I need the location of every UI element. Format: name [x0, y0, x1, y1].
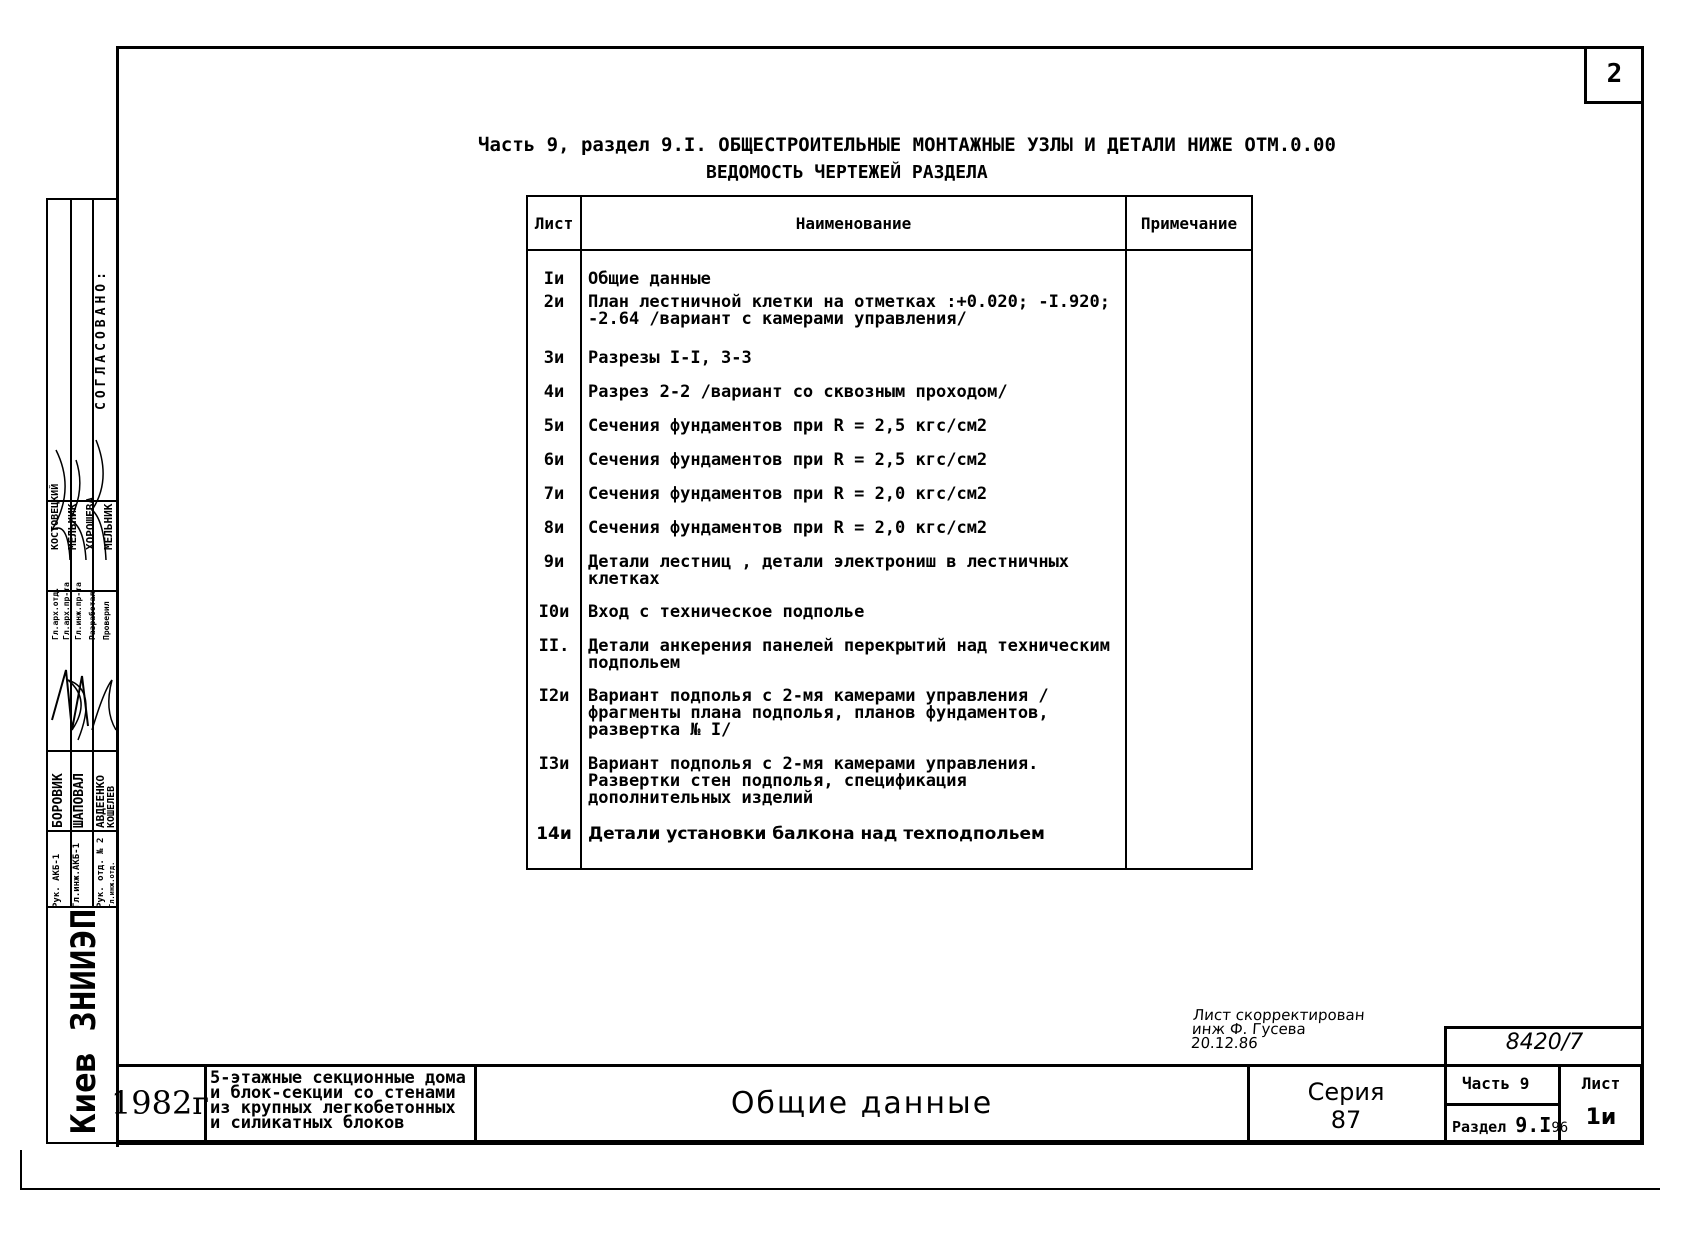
row-sheet: Iи	[527, 250, 581, 292]
table-row	[527, 250, 1252, 292]
table-row	[527, 686, 1252, 754]
stamp-name: МЕЛЬНИК	[102, 503, 115, 550]
row-sheet: 14и	[527, 824, 581, 869]
stamp-name: КОШЕЛЕВ	[106, 785, 117, 828]
row-name: Детали лестниц , детали электрониш в лестничных клетках	[581, 552, 1126, 602]
table-row	[527, 552, 1252, 602]
stamp-name: ШАПОВАЛ	[72, 773, 87, 828]
title-divider	[1444, 1103, 1560, 1106]
row-note	[1126, 382, 1252, 416]
correction-line-1: Лист скорректирован	[1192, 1006, 1366, 1024]
table-row	[527, 382, 1252, 416]
row-sheet: I2и	[527, 686, 581, 754]
stamp-name: КОСТОВЕЦКИЙ	[50, 483, 61, 550]
frame-right-line	[1641, 46, 1644, 1144]
row-name: Вариант подполья с 2-мя камерами управления /фрагменты плана подполья, планов фундаментов, развертка № I/	[581, 686, 1126, 754]
stamp-role: Гл.инж.пр-та	[74, 582, 83, 640]
approval-strip	[46, 198, 116, 908]
signatures-lower	[48, 660, 118, 750]
stamp-role: Рук. отд. № 2	[96, 837, 106, 908]
sheet-value: 1и	[1585, 1105, 1617, 1130]
row-name: Разрезы I-I, 3-3	[581, 348, 1126, 382]
correction-date: 20.12.86	[1190, 1034, 1259, 1052]
page-title: Часть 9, раздел 9.I. ОБЩЕСТРОИТЕЛЬНЫЕ МОНТАЖНЫЕ УЗЛЫ И ДЕТАЛИ НИЖЕ ОТМ.0.00	[478, 134, 1336, 156]
stamp-role: Гл.инж.АКБ-1	[72, 842, 82, 908]
doc-number-cell	[1447, 1030, 1642, 1055]
doc-number: 8420/7	[1505, 1030, 1584, 1055]
row-sheet: 3и	[527, 348, 581, 382]
row-note	[1126, 416, 1252, 450]
outer-left-line	[20, 1150, 22, 1190]
series-cell	[1250, 1078, 1442, 1134]
agreed-label: СОГЛАСОВАНО:	[94, 268, 109, 410]
row-sheet: 8и	[527, 518, 581, 552]
table-row	[527, 602, 1252, 636]
sheet-title: Общие данные	[730, 1085, 994, 1121]
row-sheet: 9и	[527, 552, 581, 602]
stray-number: 96	[1551, 1120, 1569, 1136]
row-sheet: II.	[527, 636, 581, 686]
corner-sheet-box	[1584, 46, 1642, 104]
table-row	[527, 824, 1252, 869]
row-name: Общие данные	[581, 250, 1126, 292]
description-line: и силикатных блоков	[210, 1113, 405, 1133]
stamp-role: Проверил	[102, 601, 111, 640]
correction-line-2: инж Ф. Гусева	[1191, 1020, 1307, 1038]
corner-sheet-number: 2	[1606, 58, 1623, 89]
row-note	[1126, 518, 1252, 552]
table-row	[527, 636, 1252, 686]
row-sheet: I3и	[527, 754, 581, 824]
row-note	[1126, 292, 1252, 348]
year: 1982г	[110, 1084, 210, 1122]
row-sheet: 7и	[527, 484, 581, 518]
row-name: Сечения фундаментов при R = 2,5 кгс/см2	[581, 450, 1126, 484]
title-block-right-line	[1640, 1064, 1643, 1144]
stamp-role: Разработал	[88, 591, 97, 640]
project-description	[210, 1068, 474, 1141]
row-note	[1126, 754, 1252, 824]
table-row	[527, 292, 1252, 348]
section-cell	[1452, 1113, 1568, 1137]
stamp-role: Гл.арх.пр-та	[62, 582, 71, 640]
row-note	[1126, 602, 1252, 636]
row-name: Сечения фундаментов при R = 2,5 кгс/см2	[581, 416, 1126, 450]
correction-note	[1191, 1008, 1366, 1050]
row-sheet: I0и	[527, 602, 581, 636]
page-subtitle: ВЕДОМОСТЬ ЧЕРТЕЖЕЙ РАЗДЕЛА	[706, 162, 988, 183]
part-label: Часть 9	[1462, 1074, 1530, 1093]
stamp-name: ХОРОШЕВА	[84, 497, 97, 550]
row-name: Вход с техническое подполье	[581, 602, 1126, 636]
part-cell	[1462, 1074, 1529, 1093]
row-sheet: 2и	[527, 292, 581, 348]
stamp-role: Рук. АКБ-1	[52, 853, 62, 908]
section-value: 9.I	[1515, 1113, 1552, 1137]
row-note	[1126, 348, 1252, 382]
stamp-name: БОРОВИК	[51, 773, 66, 828]
row-sheet: 5и	[527, 416, 581, 450]
table-row	[527, 484, 1252, 518]
row-sheet: 4и	[527, 382, 581, 416]
stamp-role: Гл.арх.отд.	[51, 587, 60, 640]
row-note	[1126, 824, 1252, 869]
col-header-note: Примечание	[1126, 196, 1252, 250]
sheet-title-cell	[477, 1066, 1247, 1140]
row-name: Вариант подполья с 2-мя камерами управления. Развертки стен подполья, спецификация дополнительных изделий	[581, 754, 1126, 824]
org-block	[46, 906, 116, 1144]
sheet-cell	[1562, 1074, 1640, 1130]
year-cell	[110, 1066, 210, 1140]
series-value: 87	[1330, 1106, 1362, 1134]
col-header-sheet: Лист	[527, 196, 581, 250]
row-note	[1126, 686, 1252, 754]
row-note	[1126, 250, 1252, 292]
row-name: Детали установки балкона над техподпольем	[581, 824, 1126, 869]
sheet-label: Лист	[1581, 1074, 1621, 1093]
drawings-register-table	[526, 195, 1253, 870]
stamp-name: МЕЛЬНИК	[66, 503, 79, 550]
row-name: Детали анкерения панелей перекрытий над техническим подпольем	[581, 636, 1126, 686]
signatures-upper	[48, 430, 118, 580]
table-header-row	[527, 196, 1252, 250]
description-line: и блок-секции со стенами	[210, 1083, 456, 1103]
stamp-name: АВДЕЕНКО	[94, 775, 107, 828]
series-label: Серия	[1307, 1078, 1385, 1106]
table-row	[527, 450, 1252, 484]
stamp-role: Гл.инж.отд.	[108, 861, 116, 908]
row-name: План лестничной клетки на отметках :+0.020; -I.920; -2.64 /вариант с камерами управления/	[581, 292, 1126, 348]
description-line: из крупных легкобетонных	[210, 1098, 456, 1118]
table-row	[527, 416, 1252, 450]
section-label: Раздел	[1452, 1118, 1507, 1136]
outer-bottom-line	[20, 1188, 1660, 1190]
row-name: Разрез 2-2 /вариант со сквозным проходом/	[581, 382, 1126, 416]
row-note	[1126, 552, 1252, 602]
table-row	[527, 754, 1252, 824]
row-name: Сечения фундаментов при R = 2,0 кгс/см2	[581, 484, 1126, 518]
row-name: Сечения фундаментов при R = 2,0 кгс/см2	[581, 518, 1126, 552]
row-sheet: 6и	[527, 450, 581, 484]
description-line: 5-этажные секционные дома	[210, 1068, 466, 1088]
row-note	[1126, 484, 1252, 518]
table-row	[527, 348, 1252, 382]
row-note	[1126, 636, 1252, 686]
organization-name: Киев ЗНИИЭП	[64, 908, 104, 1134]
table-row	[527, 518, 1252, 552]
col-header-name: Наименование	[581, 196, 1126, 250]
row-note	[1126, 450, 1252, 484]
doc-number-top-line	[1444, 1026, 1642, 1029]
